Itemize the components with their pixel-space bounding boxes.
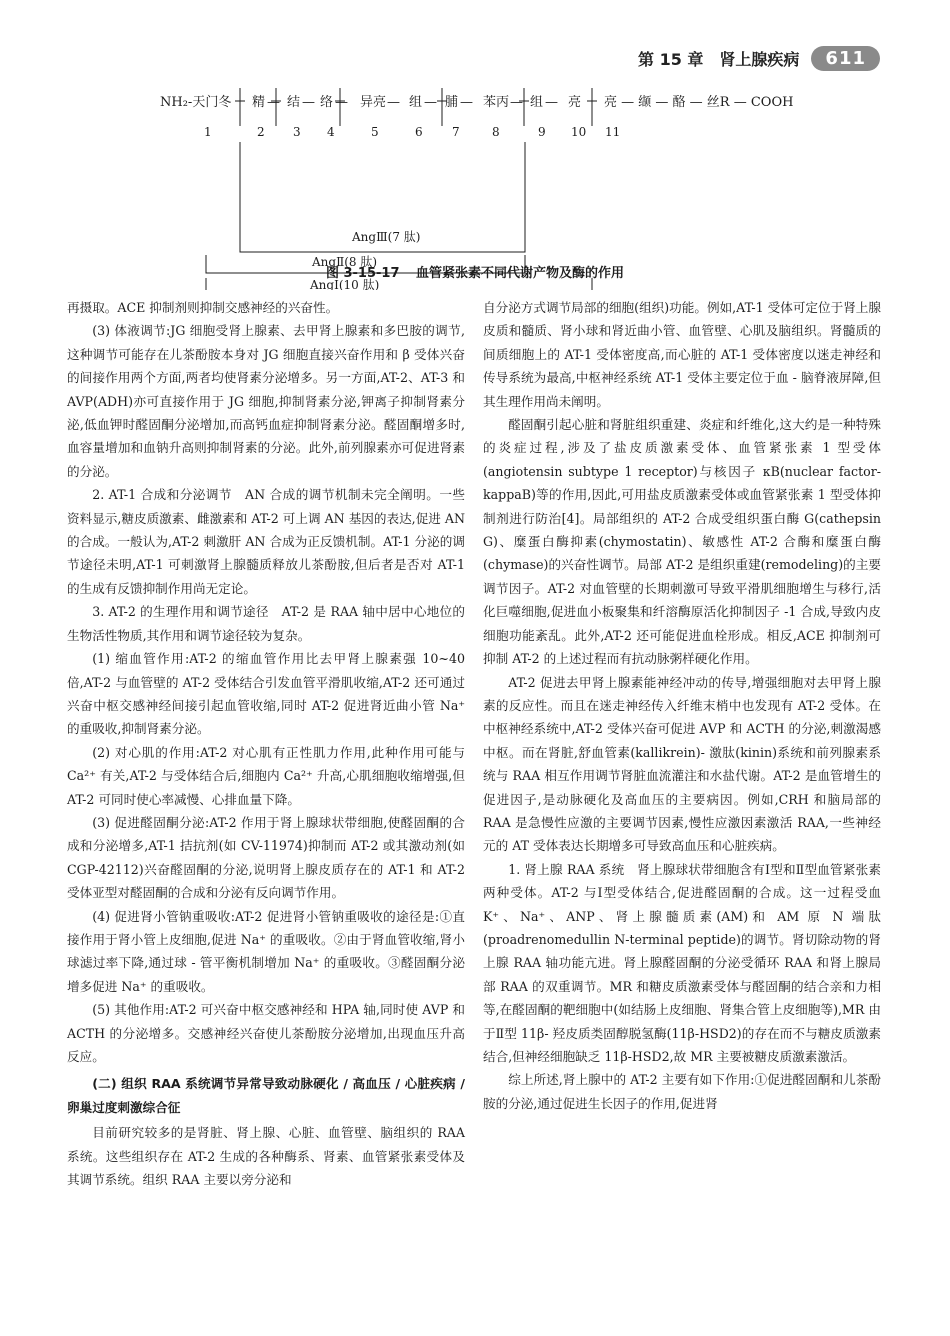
residue-label: 脯: [445, 95, 459, 110]
paragraph: 1. 肾上腺 RAA 系统 肾上腺球状带细胞含有Ⅰ型和Ⅱ型血管紧张素两种受体。AT-2 与Ⅰ型受体结合,促进醛固酮的合成。这一过程受血 K⁺、Na⁺、ANP、肾上腺髓质素(AM)和 AM 原 N 端肽(proadrenomedullin N-terminal peptide)的调节。肾切除动物的肾上腺 RAA 轴功能亢进。肾上腺醛固酮的分泌受循环 RAA 和肾上腺局部 RAA 的双重调节。MR 和糖皮质激素受体与醛固酮的结合亲和力相等,在醛固酮的靶细胞中(如结肠上皮细胞、肾集合管上皮细胞等),MR 由于Ⅱ型 11β- 羟皮质类固醇脱氢酶(11β-HSD2)的存在而不与糖皮质激素结合,但神经细胞缺乏 11β-HSD2,故 MR 主要被糖皮质激素激活。: [483, 861, 881, 1064]
right-column: [483, 296, 881, 1115]
page-number: 611: [811, 46, 880, 71]
paragraph: (5) 其他作用:AT-2 可兴奋中枢交感神经和 HPA 轴,同时使 AVP 和 ACTH 的分泌增多。交感神经兴奋使儿茶酚胺分泌增加,出现血压升高反应。: [67, 1002, 465, 1064]
position-number: 11: [605, 125, 621, 139]
paragraph: 2. AT-1 合成和分泌调节 AN 合成的调节机制未完全阐明。一些资料显示,糖皮质激素、雌激素和 AT-2 可上调 AN 基因的表达,促进 AN 的合成。一般认为,AT-2 刺激肝 AN 合成为正反馈机制。AT-1 分泌的调节途径未明,AT-1 可刺激肾上腺髓质释放儿茶酚胺,但后者是否对 AT-1 的生成有反馈抑制作用尚无定论。: [67, 487, 465, 596]
seq-tail: 亮 — 缬 — 酪 — 丝R — COOH: [604, 95, 794, 110]
bond-dash: —: [545, 95, 558, 110]
figure-title: 血管紧张素不同代谢产物及酶的作用: [416, 266, 625, 281]
bond-dash: —: [387, 95, 400, 110]
residue-label: 精: [252, 95, 266, 110]
paragraph: 综上所述,肾上腺中的 AT-2 主要有如下作用:①促进醛固酮和儿茶酚胺的分泌,通过促进生长因子的作用,促进肾: [483, 1072, 881, 1111]
section-heading: (二) 组织 RAA 系统调节异常导致动脉硬化 / 高血压 / 心脏疾病 / 卵巢过度刺激综合征: [67, 1076, 465, 1115]
residue-label: 组: [530, 95, 544, 110]
residue-label: 组: [409, 95, 423, 110]
paragraph: (3) 体液调节:JG 细胞受肾上腺素、去甲肾上腺素和多巴胺的调节,这种调节可能存在儿茶酚胺本身对 JG 细胞直接兴奋作用和 β 受体兴奋的间接作用两个方面,两者均使肾素分泌增多。另一方面,AT-2、AT-3 和 AVP(ADH)亦可直接作用于 JG 细胞,抑制肾素分泌,钾离子抑制肾素分泌,低血钾时醛固酮分泌增加,而高钙血症抑制肾素分泌。醛固酮增多时,血容量增加和血钠升高则抑制肾素的分泌。此外,前列腺素亦可促进肾素的分泌。: [67, 323, 465, 479]
ang2-label: AngⅡ(8 肽): [312, 255, 378, 269]
residue-labels: [252, 94, 581, 110]
position-number: 1: [204, 125, 212, 139]
residue-label: 苯丙: [483, 95, 510, 110]
paragraph: (4) 促进肾小管钠重吸收:AT-2 促进肾小管钠重吸收的途径是:①直接作用于肾小管上皮细胞,促进 Na⁺ 的重吸收。②由于肾血管收缩,肾小球滤过率下降,通过球 - 管平衡机制增加 Na⁺ 的重吸收。③醛固酮分泌增多促进 Na⁺ 的重吸收。: [67, 908, 465, 994]
paragraph: 自分泌方式调节局部的细胞(组织)功能。例如,AT-1 受体可定位于肾上腺皮质和髓质、肾小球和肾近曲小管、血管壁、心肌及脑组织。肾髓质的间质细胞上的 AT-1 受体密度高,而心脏的 AT-1 受体密度以迷走神经和传导系统为最高,中枢神经系统 AT-1 受体主要定位于血 - 脑脊液屏障,但其生理作用尚未阐明。: [483, 300, 881, 409]
chapter-title: 第 15 章 肾上腺疾病: [638, 49, 800, 69]
figure-caption: [0, 262, 950, 281]
figure-number: 图 3-15-17: [325, 266, 400, 281]
position-number: 2: [257, 125, 265, 139]
position-number: 8: [492, 125, 500, 139]
paragraph: 醛固酮引起心脏和肾脏组织重建、炎症和纤维化,这大约是一种特殊的炎症过程,涉及了盐皮质激素受体、血管紧张素 1 型受体(angiotensin subtype 1 receptor)与核因子 κB(nuclear factor-kappaB)等的作用,因此,可用盐皮质激素受体或血管紧张素 1 型受体抑制剂进行防治[4]。局部组织的 AT-2 合成受组织蛋白酶 G(cathepsin G)、糜蛋白酶抑素(chymostatin)、敏感性 AT-2 合酶和糜蛋白酶(chymase)的兴奋性调节。局部 AT-2 是组织重建(remodeling)的主要调节因子。AT-2 对血管壁的长期刺激可导致平滑肌细胞增生与移行,活化巨噬细胞,促进血小板聚集和纤溶酶原活化抑制因子 -1 合成,导致内皮细胞功能紊乱。此外,AT-2 还可能促进血栓形成。相反,ACE 抑制剂可抑制 AT-2 的上述过程而有抗动脉粥样硬化作用。: [483, 417, 881, 667]
bond-dash: —: [460, 95, 473, 110]
position-number: 10: [571, 125, 587, 139]
position-number: 9: [538, 125, 546, 139]
running-header: [638, 44, 880, 72]
angiotensin-figure: [0, 80, 950, 290]
position-number: 7: [452, 125, 460, 139]
left-column: [67, 296, 465, 1191]
ang3-label: AngⅢ(7 肽): [352, 230, 421, 244]
bond-dash: —: [335, 95, 348, 110]
position-number: 5: [371, 125, 379, 139]
paragraph: 目前研究较多的是肾脏、肾上腺、心脏、血管壁、脑组织的 RAA 系统。这些组织存在 AT-2 生成的各种酶系、肾素、血管紧张素受体及其调节系统。组织 RAA 主要以旁分泌和: [67, 1125, 465, 1188]
residue-label: 亮: [568, 95, 582, 110]
residue-label: 结: [287, 95, 301, 110]
paragraph: (2) 对心肌的作用:AT-2 对心肌有正性肌力作用,此种作用可能与 Ca²⁺ 有关,AT-2 与受体结合后,细胞内 Ca²⁺ 升高,心肌细胞收缩增强,但 AT-2 可同时使心率减慢、心排血量下降。: [67, 744, 465, 807]
paragraph: 再摄取。ACE 抑制剂则抑制交感神经的兴奋性。: [67, 300, 339, 315]
bond-dash: —: [424, 95, 437, 110]
paragraph: (1) 缩血管作用:AT-2 的缩血管作用比去甲肾上腺素强 10~40 倍,AT-2 与血管壁的 AT-2 受体结合引发血管平滑肌收缩,AT-2 还可通过兴奋中枢交感神经间接引起血管收缩,同时 AT-2 促进肾近曲小管 Na⁺ 的重吸收,抑制肾素分泌。: [67, 651, 465, 737]
paragraph: AT-2 促进去甲肾上腺素能神经冲动的传导,增强细胞对去甲肾上腺素的反应性。而且在迷走神经传入纤维末梢中也发现有 AT-2 受体。在中枢神经系统中,AT-2 受体兴奋可促进 AVP 和 ACTH 的分泌,刺激渴感中枢。而在肾脏,舒血管素(kallikrein)- 激肽(kinin)系统和前列腺素系统与 RAA 相互作用调节肾脏血流灌注和水盐代谢。AT-2 是血管增生的促进因子,是动脉硬化及高血压的主要病因。例如,CRH 和脑局部的 RAA 是急慢性应激的主要调节因素,慢性应激因素激活 RAA,一些神经元的 AT 受体表达长期增多可导致高血压和心脏疾病。: [483, 674, 881, 854]
position-number: 3: [293, 125, 301, 139]
ang1-label: AngⅠ(10 肽): [310, 278, 380, 290]
bond-dash: —: [510, 95, 523, 110]
position-numbers: [204, 125, 620, 139]
position-number: 6: [415, 125, 423, 139]
position-number: 4: [327, 125, 335, 139]
peptide-diagram: [0, 80, 950, 290]
bond-dash: —: [267, 95, 280, 110]
bond-dash: —: [302, 95, 315, 110]
seq-start: NH₂-天门冬: [160, 95, 232, 110]
paragraph: (3) 促进醛固酮分泌:AT-2 作用于肾上腺球状带细胞,使醛固酮的合成和分泌增多,AT-1 拮抗剂(如 CV-11974)抑制而 AT-2 或其激动剂(如 CGP-42112)兴奋醛固酮的分泌,说明肾上腺皮质存在的 AT-1 和 AT-2 受体亚型对醛固酮的合成和分泌有反向调节作用。: [67, 814, 465, 901]
residue-label: 络: [320, 95, 334, 110]
paragraph: 3. AT-2 的生理作用和调节途径 AT-2 是 RAA 轴中居中心地位的生物活性物质,其作用和调节途径较为复杂。: [67, 604, 465, 643]
residue-label: 异亮: [360, 95, 387, 110]
